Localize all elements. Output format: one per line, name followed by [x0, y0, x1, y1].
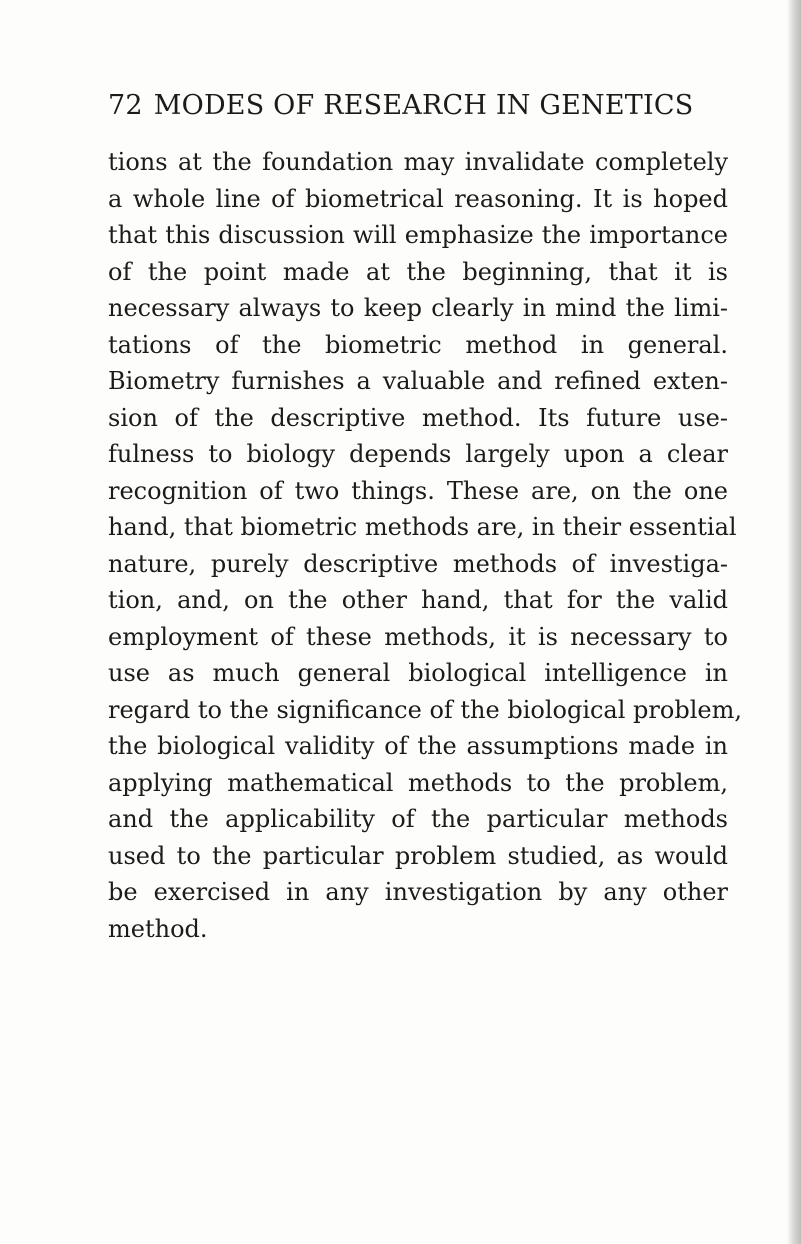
page-number: 72: [108, 90, 143, 121]
text-line: tion, and, on the other hand, that for the valid: [108, 586, 728, 614]
text-line: use as much general biological intelligence in: [108, 659, 728, 687]
page-edge-shadow: [787, 0, 801, 1244]
body-paragraph: [108, 144, 742, 947]
text-line: applying mathematical methods to the problem,: [108, 768, 728, 797]
text-line: sion of the descriptive method. Its future use-: [108, 403, 728, 432]
text-line: method.: [108, 914, 208, 943]
text-line: employment of these methods, it is necessary to: [108, 622, 728, 651]
text-line: fulness to biology depends largely upon a clear: [108, 440, 728, 468]
text-line: used to the particular problem studied, as would: [108, 841, 728, 870]
text-line: regard to the significance of the biological problem,: [108, 695, 742, 724]
running-head: [108, 89, 693, 123]
text-line: and the applicability of the particular methods: [108, 805, 728, 833]
text-line: a whole line of biometrical reasoning. It is hoped: [108, 184, 728, 213]
text-line: be exercised in any investigation by any other: [108, 878, 728, 906]
text-line: necessary always to keep clearly in mind the limi-: [108, 294, 728, 322]
running-title: MODES OF RESEARCH IN GENETICS: [153, 90, 694, 121]
text-line: of the point made at the beginning, that it is: [108, 257, 728, 286]
text-line: tations of the biometric method in general.: [108, 330, 728, 359]
text-line: recognition of two things. These are, on the one: [108, 476, 728, 505]
text-line: tions at the foundation may invalidate completely: [108, 148, 728, 176]
text-line: nature, purely descriptive methods of investiga-: [108, 549, 728, 578]
text-line: that this discussion will emphasize the importance: [108, 221, 728, 249]
text-line: the biological validity of the assumptions made in: [108, 732, 728, 760]
text-line: Biometry furnishes a valuable and refined exten-: [108, 367, 728, 395]
text-line: hand, that biometric methods are, in their essential: [108, 513, 737, 541]
